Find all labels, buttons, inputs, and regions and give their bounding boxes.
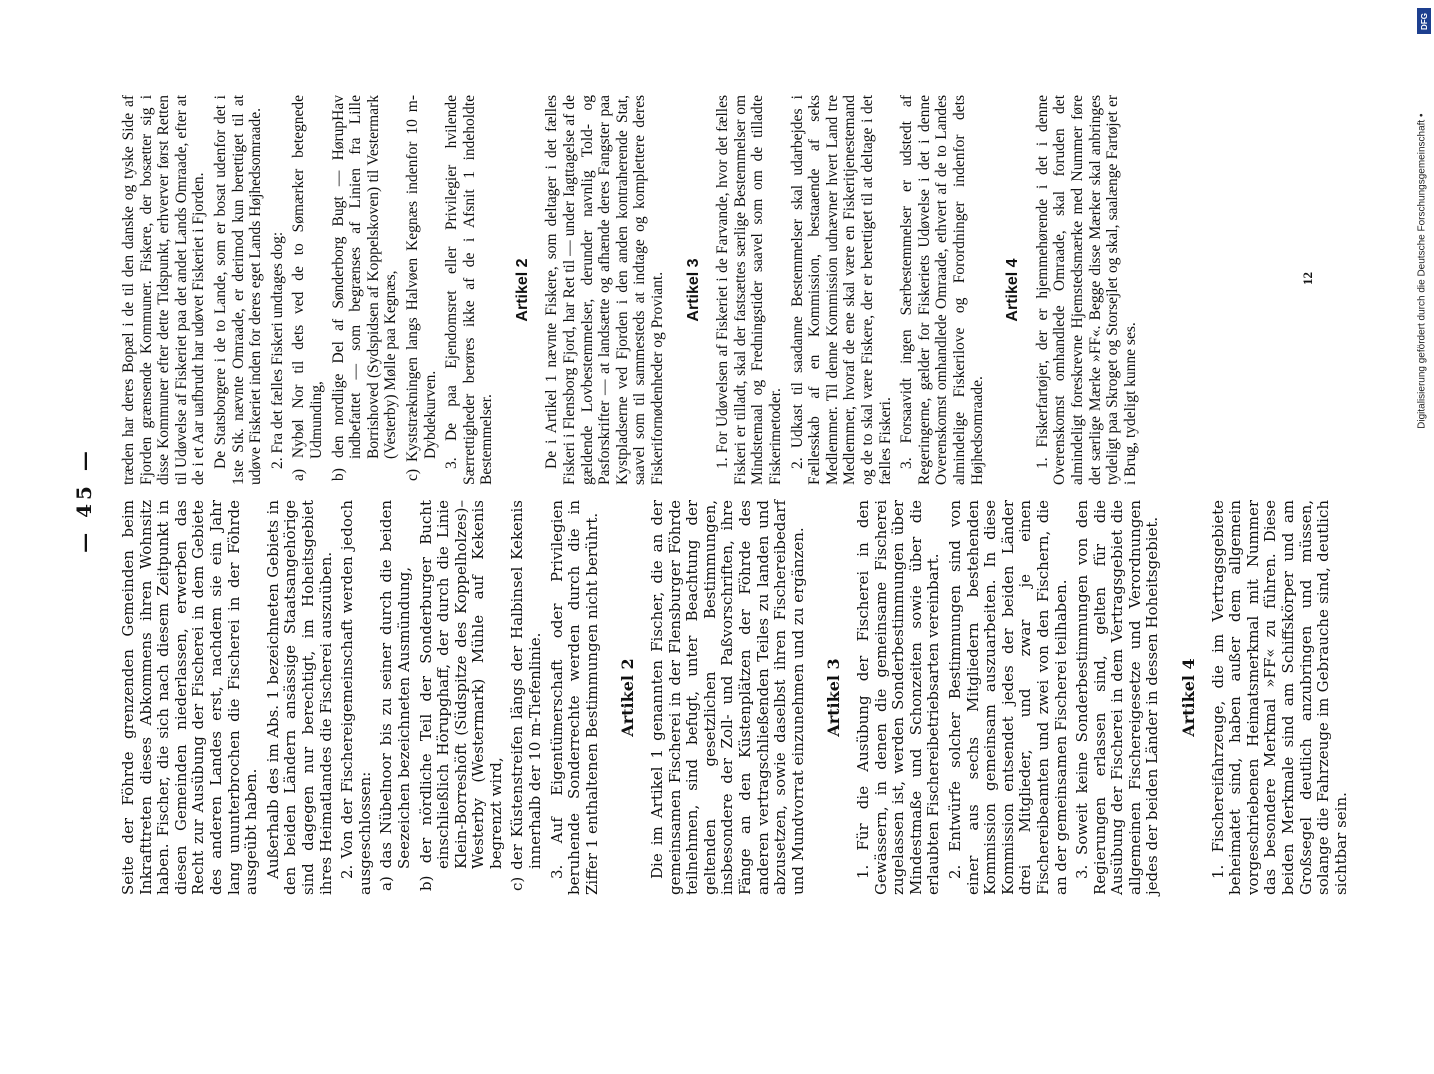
danish-article-4-para-1: 1. Fiskerfartøjer, der er hjemmehørende i det i denne Overenskomst omhandlede Omraade, skal foruden det almindeligt foreskrevne Hjemstedsmærke med Nummer føre det særlige Mærke »FF«. Begge disse Mærker skal anbringes tydeligt paa Skroget og Storsejlet og skal, saalænge Fartøjet er i Brug, tydeligt kunne ses. (1033, 95, 1139, 485)
german-paragraph-1: Seite der Föhrde grenzenden Gemeinden beim Inkrafttreten dieses Abkommens ihren Wohnsitz haben. Fischer, die sich nach diesem Zeitpunkt in diesen Gemeinden niederlassen, erwerben das Recht zur Ausübung der Fischerei in dem Gebiete des anderen Landes erst, nachdem sie ein Jahr lang ununterbrochen die Fischerei in der Föhrde ausgeübt haben. (119, 500, 261, 895)
german-item-c: c) der Küstenstreifen längs der Halbinsel Kekenis innerhalb der 10 m-Tiefenlinie. (508, 500, 545, 891)
german-article-3-heading: Artikel 3 (824, 658, 844, 737)
german-article-3-para-1: 1. Für die Ausübung der Fischerei in den Gewässern, in denen die gemeinsame Fischerei zugelassen ist, werden Sonderbestimmungen über Mindestmaße und Schonzeiten sowie über die erlaubten Fischereibetriebsarten vereinbart. (853, 500, 943, 895)
danish-item-a: a) Nybøl Nor til dets ved de to Sømærker betegnede Udmunding, (290, 95, 325, 481)
german-article-4-heading: Artikel 4 (1179, 658, 1199, 737)
danish-article-2-heading: Artikel 2 (513, 258, 531, 322)
danish-paragraph-4: 3. De paa Ejendomsret eller Privilegier hvilende Særrettigheder berøres ikke af de i Afsnit 1 indeholdte Bestemmelser. (443, 95, 496, 485)
danish-column (120, 95, 1143, 485)
danish-article-3-para-1: 1. For Udøvelsen af Fiskeriet i de Farvande, hvor det fælles Fiskeri er tilladt, skal der fastsættes særlige Bestemmelser om Mindstemaal og Fredningstider saavel som om de tilladte Fiskerimetoder. (714, 95, 784, 485)
german-paragraph-3: 2. Von der Fischereigemeinschaft werden jedoch ausgeschlossen: (338, 500, 374, 895)
danish-article-2-text: De i Artikel 1 nævnte Fiskere, som deltager i det fælles Fiskeri i Flensborg Fjord, har Ret til — under Iagttagelse af de gældende Lovbestemmelser, derunder navnlig Told- og Pasforskrifter — at landsætte og afhænde deres Fangster paa Kystpladserne ved Fjorden i den anden kontraherende Stat, saavel som til sammesteds at indtage og komplettere deres Fiskerifornødenheder og Proviant. (543, 95, 667, 485)
danish-paragraph-2: De Statsborgere i de to Lande, som er bosat udenfor det i 1ste Stk. nævnte Omraade, er derimod kun berettiget til at udøve Fiskeriet inden for deres eget Lands Højhedsomraade. (211, 95, 265, 485)
german-paragraph-4: 3. Auf Eigentümerschaft oder Privilegien beruhende Sonderrechte werden durch die in Ziffer 1 enthaltenen Bestimmungen nicht berührt. (547, 500, 601, 895)
danish-item-c: c) Kyststrækningen langs Halvøen Kegnæs indenfor 10 m-Dybdekurven. (403, 95, 439, 481)
page-number: — 45 — (72, 447, 96, 553)
danish-paragraph-1: træden har deres Bopæl i de til den danske og tyske Side af Fjorden grænsende Kommuner. Fiskere, der bosætter sig i disse Kommuner efter dette Tidspunkt, erhverver først Retten til Udøvelse af Fiskeriet paa det andet Lands Omraade, efter at de i et Aar uafbrudt har udøvet Fiskeriet i Fjorden. (120, 95, 208, 485)
german-item-a: a) das Nübelnoor bis zu seiner durch die beiden Seezeichen bezeichneten Ausmündung, (377, 500, 413, 891)
dfg-logo (1417, 8, 1431, 34)
german-column (120, 500, 1354, 895)
german-paragraph-2: Außerhalb des im Abs. 1 bezeichneten Gebiets in den beiden Ländern ansässige Staatsangehörige sind dagegen nur berechtigt, im Hoheitsgebiet ihres Heimatlandes die Fischerei auszuüben. (263, 500, 335, 895)
digitization-note (1412, 8, 1430, 998)
digitization-text: Digitalisierung gefördert durch die Deutsche Forschungsgemeinschaft • (1416, 113, 1428, 429)
german-article-4-para-1: 1. Fischereifahrzeuge, die im Vertragsgebiete beheimatet sind, haben außer dem allgemein vorgeschriebenen Heimatsmerkmal mit Nummer das besondere Merkmal »FF« zu führen. Diese beiden Merkmale sind am Schiffskörper und am Großsegel deutlich anzubringen und müssen, solange die Fahrzeuge im Gebrauche sind, deutlich sichtbar sein. (1208, 500, 1350, 895)
danish-item-b: b) den nordlige Del af Sønderborg Bugt — HørupHav indbefattet — som begrænses af Linien fra Lille Borrishoved (Sydspidsen af Koppelskoven) til Vestermark (Vesterby) Mølle paa Kegnæs, (329, 95, 400, 481)
danish-article-3-para-3: 3. Forsaavidt ingen Særbestemmelser er udstedt af Regeringerne, gælder for Fiskeriets Udøvelse i det i denne Overenskomst omhandlede Omraade, ethvert af de to Landes almindelige Fiskerilove og Forordninger indenfor dets Højhedsomraade. (898, 95, 986, 485)
german-article-2-text: Die im Artikel 1 genannten Fischer, die an der gemeinsamen Fischerei in der Flensburger Föhrde teilnehmen, sind befugt, unter Beachtung der geltenden gesetzlichen Bestimmungen, insbesondere der Zoll- und Paßvorschriften, ihre Fänge an den Küstenplätzen der Föhrde des anderen vertragschließenden Teiles zu landen und abzusetzen, sowie daselbst ihren Fischereibedarf und Mundvorrat einzunehmen und zu ergänzen. (648, 500, 807, 895)
danish-article-3-heading: Artikel 3 (684, 258, 702, 322)
german-article-3-para-3: 3. Soweit keine Sonderbestimmungen von den Regierungen erlassen sind, gelten für die Ausübung der Fischerei in dem Vertragsgebiet die allgemeinen Fischereigesetze und Verordnungen jedes der beiden Länder in dessen Hoheitsgebiet. (1073, 500, 1162, 895)
german-article-3-para-2: 2. Entwürfe solcher Bestimmungen sind von einer aus sechs Mitgliedern bestehenden Kommission gemeinsam auszuarbeiten. In diese Kommission entsendet jedes der beiden Länder drei Mitglieder, und zwar je einen Fischereibeamten und zwei von den Fischern, die an der gemeinsamen Fischerei teilhaben. (945, 500, 1070, 895)
german-item-b: b) der nördliche Teil der Sonderburger Bucht einschließlich Hörupghaff, der durch die Linie Klein-Borreshöft (Südspitze des Koppelholzes)–Westerby (Westermark) Mühle auf Kekenis begrenzt wird, (416, 500, 505, 891)
sheet-number: 12 (1300, 272, 1315, 285)
dfg-logo-text: DFG (1419, 12, 1429, 30)
danish-article-4-heading: Artikel 4 (1004, 258, 1022, 322)
danish-paragraph-3: 2. Fra det fælles Fiskeri undtages dog: (268, 231, 286, 469)
danish-article-3-para-2: 2. Udkast til saadanne Bestemmelser skal udarbejdes i Fællesskab af en Kommission, bestaaende af seks Medlemmer. Til denne Kommission udnævner hvert Land tre Medlemmer, hvoraf de ene skal være en Fiskeritjenestemand og de to skal være Fiskere, der er berettiget til at deltage i det fælles Fiskeri. (788, 95, 894, 485)
german-article-2-heading: Artikel 2 (618, 658, 638, 737)
